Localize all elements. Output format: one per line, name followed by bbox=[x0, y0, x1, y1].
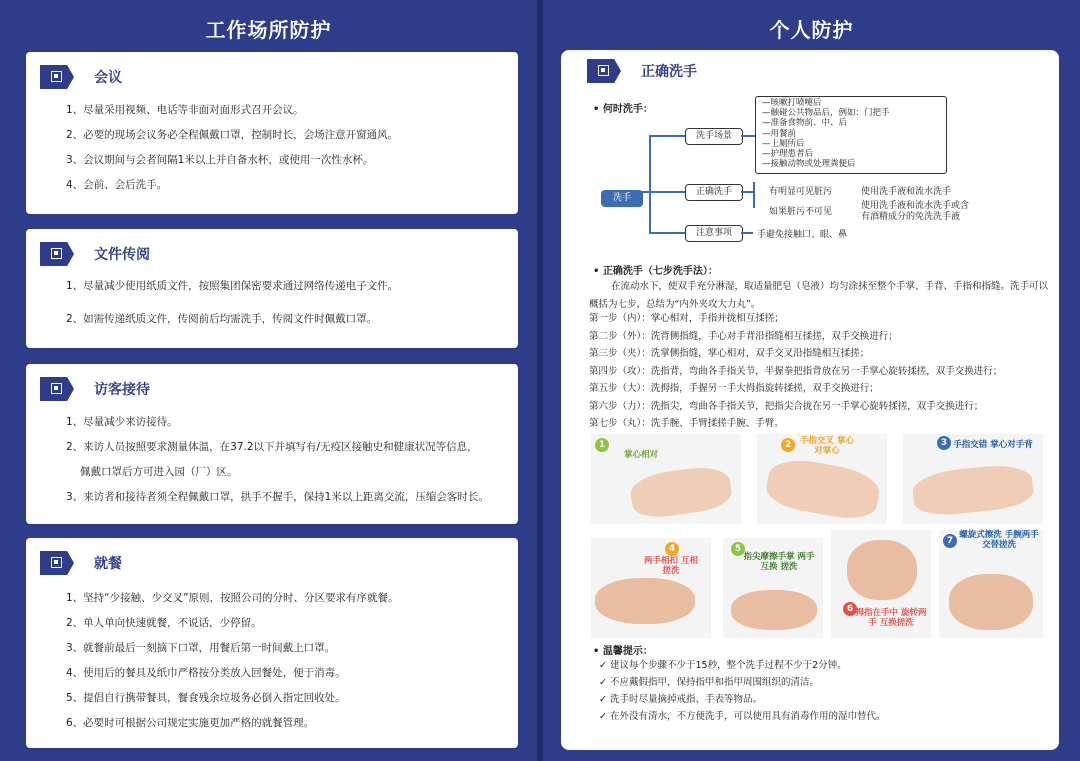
step-label-3: 手指交错 掌心对手背 bbox=[953, 440, 1033, 450]
step-item: 第四步（攻）：洗指背，弯曲各手指关节，半握拳把指背放在另一手掌心旋转揉搓，双手交换进行； bbox=[589, 365, 1003, 377]
list-item: 2、单人单向快速就餐，不说话，少停留。 bbox=[66, 617, 262, 629]
mindmap-connector bbox=[753, 182, 755, 208]
step-illustration-1 bbox=[591, 434, 741, 524]
seven-step-list bbox=[589, 310, 1049, 433]
tips-list bbox=[599, 657, 885, 725]
step-label-4: 两手相扣 互相搓洗 bbox=[644, 556, 698, 576]
handwashing-card bbox=[561, 50, 1059, 750]
mindmap-root: 洗手 bbox=[601, 190, 643, 207]
list-item: 佩戴口罩后方可进入园（厂）区。 bbox=[80, 466, 238, 478]
section-badge-icon bbox=[40, 377, 74, 401]
section-header-dining bbox=[40, 550, 122, 576]
section-title-dining: 就餐 bbox=[94, 556, 122, 572]
step-item: 第二步（外）：洗背侧指缝，手心对手背沿指缝相互揉搓，双手交换进行； bbox=[589, 330, 898, 342]
scene-item: —触碰公共物品后，例如：门把手 bbox=[762, 108, 890, 119]
mindmap-notes-node: 注意事项 bbox=[685, 225, 743, 242]
seven-step-intro-1: 在流动水下，使双手充分淋湿，取适量肥皂（皂液）均匀涂抹至整个手掌、手背、手指和指缝。洗手可以 bbox=[611, 281, 1049, 292]
scene-item: —接触动物或处理粪便后 bbox=[762, 159, 856, 170]
mindmap-scene-box bbox=[755, 96, 947, 174]
mindmap-scene-node: 洗手场景 bbox=[685, 128, 743, 145]
hand-illustration-icon bbox=[949, 574, 1033, 630]
step-item: 第七步（丸）：洗手腕、手臂揉搓手腕、手臂。 bbox=[589, 418, 784, 429]
tips-heading: • 温馨提示： bbox=[593, 646, 653, 657]
step-number-1: 1 bbox=[595, 438, 609, 452]
step-illustration-4 bbox=[591, 538, 711, 638]
correct-b-action-2: 有酒精成分的免洗洗手液 bbox=[861, 212, 961, 222]
section-header-meeting bbox=[40, 64, 122, 90]
list-item: 3、来访者和接待者须全程佩戴口罩，拱手不握手，保持1米以上距离交流，压缩会客时长。 bbox=[66, 491, 489, 503]
step-illustration-5 bbox=[723, 538, 823, 638]
list-item: 3、就餐前最后一刻摘下口罩，用餐后第一时间戴上口罩。 bbox=[66, 642, 336, 654]
section-title-visitors: 访客接待 bbox=[94, 382, 150, 398]
notes-text: 手避免接触口、眼、鼻 bbox=[757, 230, 848, 240]
list-item: 4、会前、会后洗手。 bbox=[66, 179, 168, 191]
list-item: 2、来访人员按照要求测量体温，在37.2以下并填写有/无疫区接触史和健康状况等信息， bbox=[66, 441, 478, 453]
correct-b-action-1: 使用洗手液和流水洗手或含 bbox=[861, 201, 970, 211]
list-item: 1、尽量采用视频、电话等非面对面形式召开会议。 bbox=[66, 104, 304, 116]
step-label-5: 指尖摩擦手掌 两手互换 搓洗 bbox=[743, 552, 815, 572]
correct-a-condition: 有明显可见脏污 bbox=[769, 187, 833, 197]
section-header-documents bbox=[40, 241, 150, 267]
step-label-7: 螺旋式擦洗 手腕两手 交替搓洗 bbox=[959, 530, 1039, 550]
seven-step-intro-2: 概括为七步，总结为“内外夹攻大力丸”。 bbox=[589, 299, 761, 310]
scene-item: —准备食物前、中、后 bbox=[762, 118, 848, 129]
step-label-1: 掌心相对 bbox=[623, 450, 658, 460]
section-badge-icon bbox=[587, 59, 621, 83]
card-visitors bbox=[26, 364, 518, 524]
section-header-visitors bbox=[40, 376, 150, 402]
step-label-6: 拇指在手中 旋转两手 互换搓洗 bbox=[855, 608, 927, 628]
mindmap-connector bbox=[649, 191, 685, 193]
list-item: 3、会议期间与会者间隔1米以上并自备水杯，或使用一次性水杯。 bbox=[66, 154, 374, 166]
section-badge-icon bbox=[40, 551, 74, 575]
list-item: 1、尽量减少来访接待。 bbox=[66, 416, 178, 428]
section-title-documents: 文件传阅 bbox=[94, 247, 150, 263]
step-number-4: 4 bbox=[665, 542, 679, 556]
page-title-right: 个人防护 bbox=[769, 18, 854, 42]
when-heading: • 何时洗手： bbox=[593, 104, 653, 115]
list-item: 2、必要的现场会议务必全程佩戴口罩，控制时长，会场注意开窗通风。 bbox=[66, 129, 399, 141]
mindmap-connector bbox=[649, 135, 685, 137]
mindmap-connector bbox=[649, 232, 685, 234]
step-item: 第三步（夹）：洗掌侧指缝，掌心相对，双手交叉沿指缝相互揉搓； bbox=[589, 348, 870, 359]
step-number-7: 7 bbox=[943, 534, 957, 548]
meeting-list bbox=[66, 98, 504, 198]
step-number-5: 5 bbox=[731, 542, 745, 556]
step-number-3: 3 bbox=[937, 436, 951, 450]
hand-illustration-icon bbox=[847, 540, 917, 600]
tip-item: ✓ 建议每个步骤不少于15秒，整个洗手过程不少于2分钟。 bbox=[599, 660, 847, 671]
step-item: 第一步（内）：掌心相对，手指并拢相互揉搓； bbox=[589, 313, 784, 324]
tip-item: ✓ 洗手时尽量摘掉戒指、手表等物品。 bbox=[599, 694, 762, 705]
section-badge-icon bbox=[40, 65, 74, 89]
list-item: 1、坚持“少接触、少交叉”原则，按照公司的分时、分区要求有序就餐。 bbox=[66, 592, 399, 604]
list-item: 4、使用后的餐具及纸巾严格按分类放入回餐处，便于消毒。 bbox=[66, 667, 346, 679]
hand-illustration-icon bbox=[764, 455, 883, 524]
hand-illustration-icon bbox=[911, 462, 1035, 518]
right-page bbox=[543, 0, 1080, 761]
step-item: 第六步（力）：洗指尖，弯曲各手指关节，把指尖合拢在另一手掌心旋转揉搓，双手交换进行； bbox=[589, 400, 984, 412]
scene-item: —咳嗽打喷嚏后 bbox=[762, 98, 822, 108]
mindmap-correct-node: 正确洗手 bbox=[685, 184, 743, 201]
left-page bbox=[0, 0, 537, 761]
step-number-2: 2 bbox=[781, 438, 795, 452]
visitors-list bbox=[66, 410, 504, 510]
card-dining bbox=[26, 538, 518, 748]
hand-illustration-icon bbox=[731, 590, 817, 630]
correct-a-action: 使用洗手液和流水洗手 bbox=[861, 187, 952, 197]
list-item: 5、提倡自行携带餐具，餐食残余垃圾务必倒入指定回收处。 bbox=[66, 692, 346, 704]
seven-step-heading: • 正确洗手（七步洗手法）： bbox=[593, 266, 718, 277]
step-number-6: 6 bbox=[843, 602, 857, 616]
mindmap-connector bbox=[741, 191, 753, 193]
section-header-handwashing bbox=[587, 58, 697, 84]
mindmap-connector bbox=[649, 135, 651, 233]
card-documents bbox=[26, 229, 518, 348]
step-label-2: 手指交叉 掌心对掌心 bbox=[800, 436, 854, 456]
step-item: 第五步（大）：洗拇指，手握另一手大拇指旋转揉搓，双手交换进行； bbox=[589, 383, 879, 394]
card-meeting bbox=[26, 52, 518, 214]
section-title-meeting: 会议 bbox=[94, 70, 122, 86]
hand-illustration-icon bbox=[595, 578, 695, 624]
hand-illustration-icon bbox=[628, 463, 733, 520]
step-illustration-7 bbox=[939, 530, 1043, 638]
section-badge-icon bbox=[40, 242, 74, 266]
list-item: 1、尽量减少使用纸质文件，按照集团保密要求通过网络传递电子文件。 bbox=[66, 280, 399, 292]
documents-list bbox=[66, 273, 504, 332]
step-illustration-2 bbox=[757, 434, 887, 524]
correct-b-condition: 如果脏污不可见 bbox=[769, 207, 833, 217]
mindmap-connector bbox=[741, 135, 755, 137]
tip-item: ✓ 在外没有清水，不方便洗手，可以使用具有消毒作用的湿巾替代。 bbox=[599, 711, 886, 722]
list-item: 6、必要时可根据公司规定实施更加严格的就餐管理。 bbox=[66, 717, 315, 729]
page-title-left: 工作场所防护 bbox=[205, 18, 332, 42]
section-title-handwashing: 正确洗手 bbox=[641, 64, 697, 80]
dining-list bbox=[66, 586, 504, 736]
mindmap-connector bbox=[741, 232, 753, 234]
scene-item: —上厕所后 bbox=[762, 138, 805, 149]
scene-item: —用餐前 bbox=[762, 128, 797, 139]
step-illustration-3 bbox=[903, 434, 1043, 524]
tip-item: ✓ 不应戴假指甲，保持指甲和指甲周围组织的清洁。 bbox=[599, 677, 819, 688]
step-illustration-6 bbox=[831, 530, 931, 638]
scene-item: —护理患者后 bbox=[762, 149, 814, 160]
list-item: 2、如需传递纸质文件，传阅前后均需洗手，传阅文件时佩戴口罩。 bbox=[66, 313, 378, 325]
